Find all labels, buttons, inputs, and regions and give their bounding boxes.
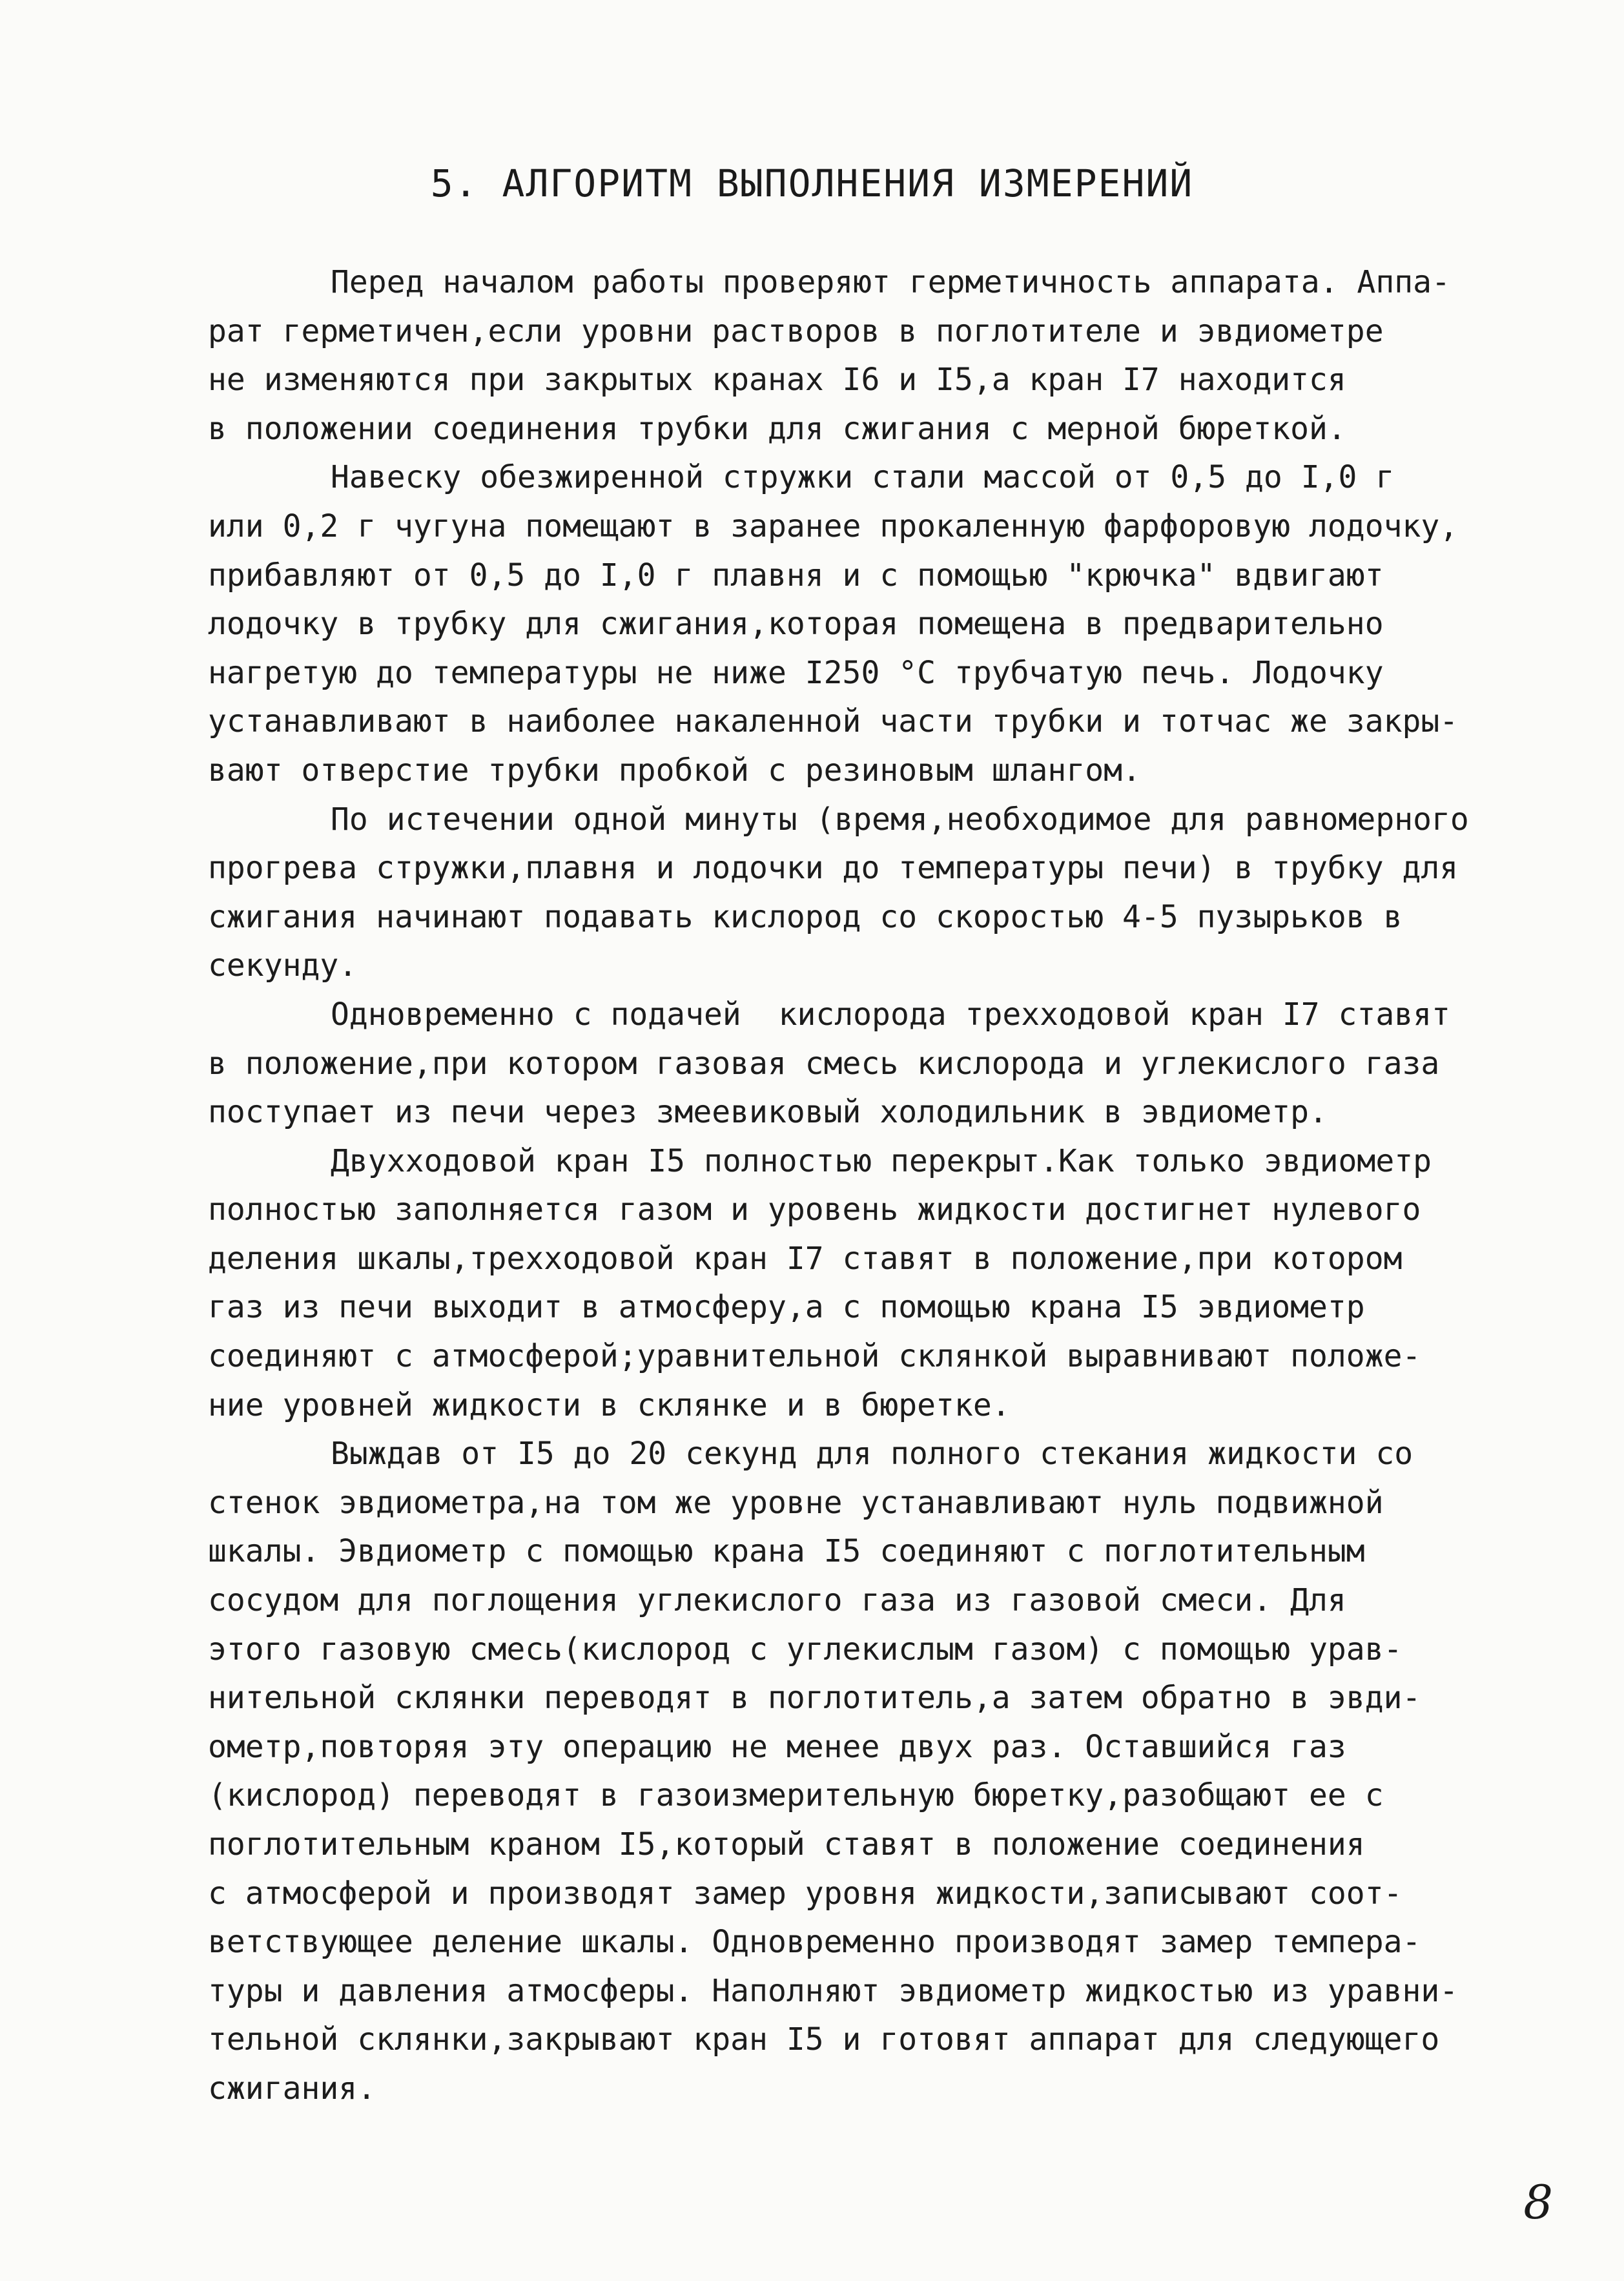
text-line: с атмосферой и производят замер уровня жидкости,записывают соот- — [208, 1875, 1403, 1912]
text-line: деления шкалы,трехходовой кран I7 ставят в положение,при котором — [208, 1240, 1403, 1277]
text-line: Выждав от I5 до 20 секунд для полного стекания жидкости со — [331, 1436, 1413, 1472]
text-line: нагретую до температуры не ниже I250 °C трубчатую печь. Лодочку — [208, 654, 1384, 691]
text-line: секунду. — [208, 947, 358, 984]
text-line: вают отверстие трубки пробкой с резиновым шлангом. — [208, 752, 1141, 789]
text-line: Двухходовой кран I5 полностью перекрыт.Как только эвдиометр — [331, 1142, 1432, 1179]
text-line: Перед началом работы проверяют герметичность аппарата. Аппа- — [331, 264, 1450, 300]
text-line: в положение,при котором газовая смесь кислорода и углекислого газа — [208, 1045, 1440, 1082]
text-line: шкалы. Эвдиометр с помощью крана I5 соединяют с поглотительным — [208, 1533, 1365, 1570]
text-line: не изменяются при закрытых кранах I6 и I5,а кран I7 находится — [208, 362, 1346, 398]
text-line: поступает из печи через змеевиковый холодильник в эвдиометр. — [208, 1094, 1328, 1131]
text-line: рат герметичен,если уровни растворов в поглотителе и эвдиометре — [208, 313, 1384, 349]
text-line: полностью заполняется газом и уровень жидкости достигнет нулевого — [208, 1192, 1421, 1228]
text-line: (кислород) переводят в газоизмерительную бюретку,разобщают ее с — [208, 1777, 1384, 1814]
text-line: соединяют с атмосферой;уравнительной склянкой выравнивают положе- — [208, 1338, 1421, 1375]
text-line: стенок эвдиометра,на том же уровне устанавливают нуль подвижной — [208, 1484, 1384, 1521]
text-line: прибавляют от 0,5 до I,0 г плавня и с помощью "крючка" вдвигают — [208, 557, 1384, 593]
text-line: устанавливают в наиболее накаленной части трубки и тотчас же закры- — [208, 703, 1459, 740]
text-line: нительной склянки переводят в поглотитель,а затем обратно в эвди- — [208, 1680, 1421, 1717]
text-line: ветствующее деление шкалы. Одновременно производят замер темпера- — [208, 1924, 1421, 1961]
text-line: сжигания. — [208, 2070, 376, 2107]
page-number: 8 — [1523, 2175, 1553, 2229]
text-line: По истечении одной минуты (время,необходимое для равномерного — [331, 801, 1469, 838]
section-title: 5. АЛГОРИТМ ВЫПОЛНЕНИЯ ИЗМЕРЕНИЙ — [430, 161, 1194, 205]
text-line: ометр,повторяя эту операцию не менее двух раз. Оставшийся газ — [208, 1728, 1346, 1765]
text-line: тельной склянки,закрывают кран I5 и готовят аппарат для следующего — [208, 2021, 1440, 2058]
paragraph — [208, 1137, 1557, 1430]
document-body — [208, 258, 1557, 2114]
text-line: Навеску обезжиренной стружки стали массой от 0,5 до I,0 г — [331, 459, 1395, 496]
paragraph — [208, 453, 1557, 795]
text-line: сжигания начинают подавать кислород со скоростью 4-5 пузырьков в — [208, 898, 1403, 935]
text-line: газ из печи выходит в атмосферу,а с помощью крана I5 эвдиометр — [208, 1289, 1365, 1326]
paragraph — [208, 1430, 1557, 2113]
text-line: в положении соединения трубки для сжигания с мерной бюреткой. — [208, 410, 1346, 447]
paragraph — [208, 796, 1557, 991]
text-line: лодочку в трубку для сжигания,которая помещена в предварительно — [208, 606, 1384, 643]
text-line: ние уровней жидкости в склянке и в бюретке. — [208, 1387, 1011, 1423]
text-line: этого газовую смесь(кислород с углекислым газом) с помощью урав- — [208, 1631, 1403, 1667]
text-line: или 0,2 г чугуна помещают в заранее прокаленную фарфоровую лодочку, — [208, 508, 1459, 544]
text-line: туры и давления атмосферы. Наполняют эвдиометр жидкостью из уравни- — [208, 1972, 1459, 2009]
paragraph — [208, 258, 1557, 453]
text-line: Одновременно с подачей кислорода трехходовой кран I7 ставят — [331, 996, 1450, 1033]
paragraph — [208, 991, 1557, 1137]
text-line: поглотительным краном I5,который ставят в положение соединения — [208, 1826, 1365, 1863]
text-line: сосудом для поглощения углекислого газа из газовой смеси. Для — [208, 1582, 1346, 1619]
text-line: прогрева стружки,плавня и лодочки до температуры печи) в трубку для — [208, 850, 1459, 887]
